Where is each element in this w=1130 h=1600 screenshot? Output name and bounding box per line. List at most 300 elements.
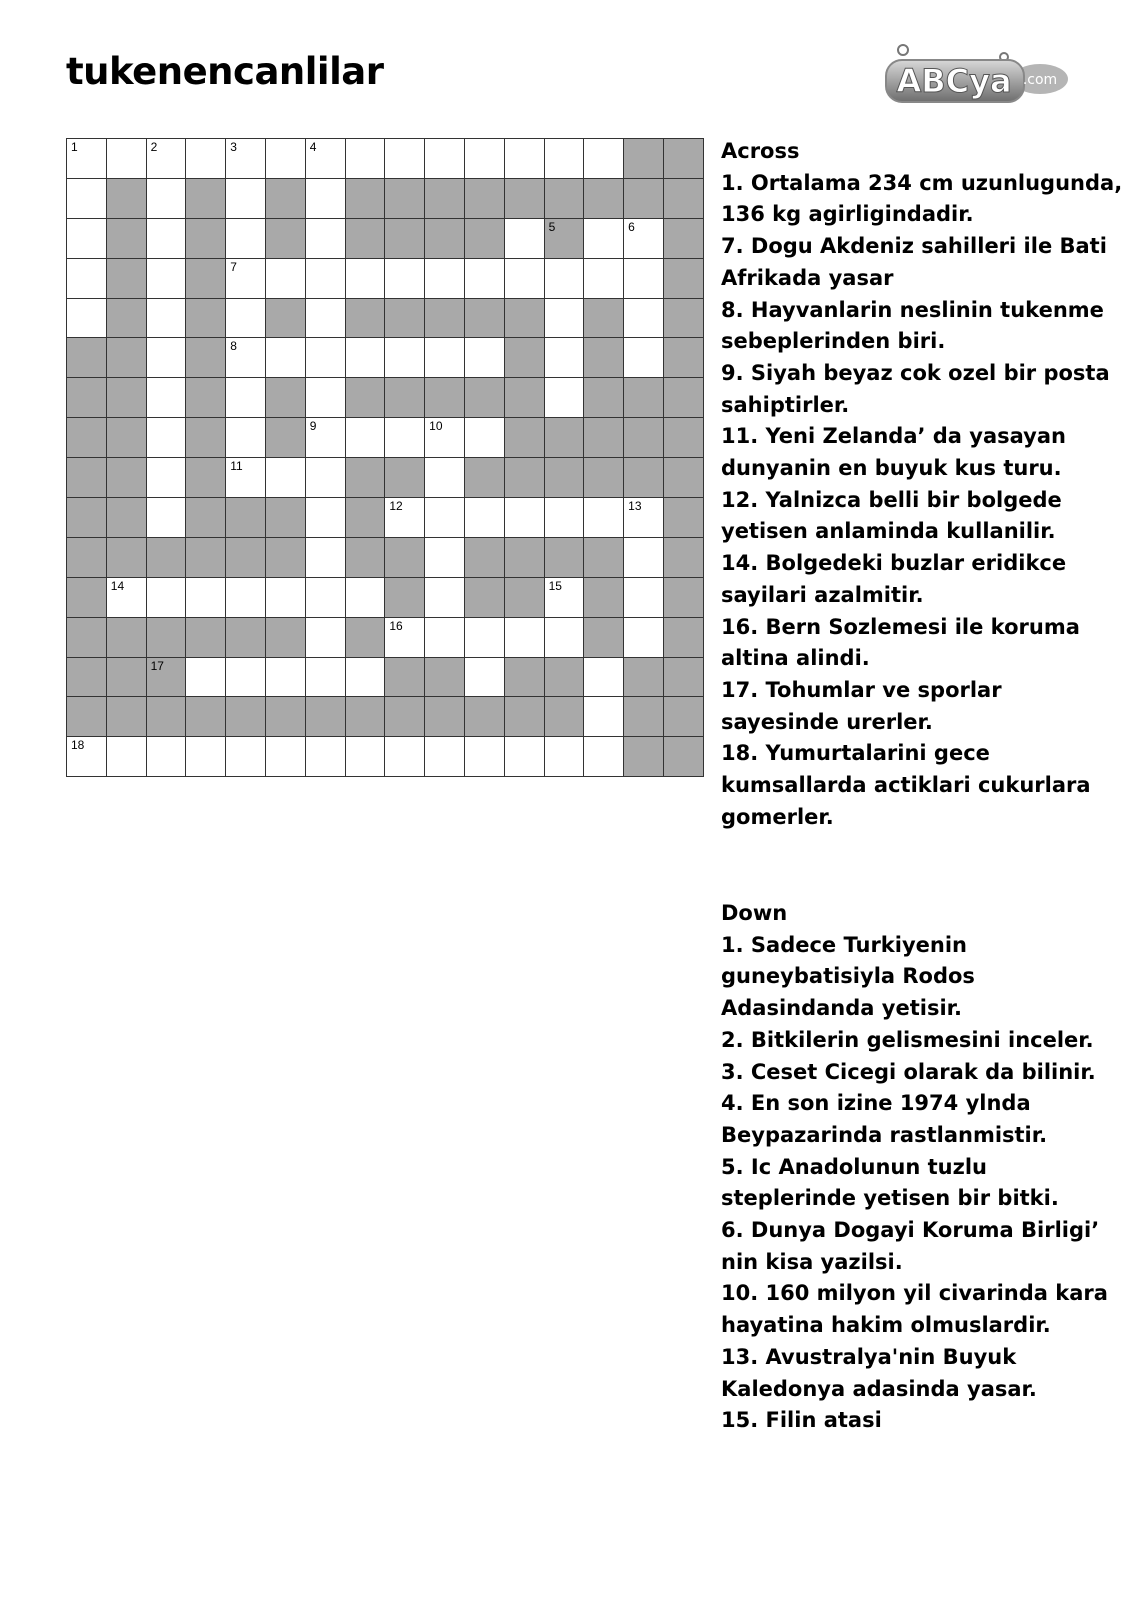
grid-cell-blocked	[67, 578, 107, 618]
grid-cell-blocked	[186, 338, 226, 378]
grid-cell[interactable]	[306, 418, 346, 458]
grid-cell[interactable]	[147, 259, 187, 299]
grid-cell[interactable]	[346, 338, 386, 378]
grid-cell[interactable]	[306, 737, 346, 777]
grid-cell-blocked	[624, 139, 664, 179]
grid-cell[interactable]	[186, 658, 226, 698]
grid-cell-blocked	[664, 538, 704, 578]
down-clue: 3. Ceset Cicegi olarak da bilinir.	[721, 1059, 1096, 1084]
clue-number: 8	[230, 339, 237, 354]
grid-cell-blocked	[425, 219, 465, 259]
grid-cell[interactable]	[226, 179, 266, 219]
grid-cell[interactable]	[545, 378, 585, 418]
crossword-grid	[66, 138, 704, 777]
grid-cell[interactable]	[266, 658, 306, 698]
grid-cell[interactable]	[306, 179, 346, 219]
grid-cell[interactable]	[385, 338, 425, 378]
across-clue: 9. Siyah beyaz cok ozel bir posta sahiptirler.	[721, 360, 1110, 417]
grid-cell[interactable]	[584, 139, 624, 179]
grid-cell-blocked	[624, 658, 664, 698]
grid-cell-blocked	[385, 378, 425, 418]
grid-cell-blocked	[465, 378, 505, 418]
grid-cell-blocked	[147, 538, 187, 578]
grid-cell[interactable]	[385, 139, 425, 179]
grid-cell-blocked	[664, 299, 704, 339]
down-clue: 15. Filin atasi	[721, 1408, 882, 1433]
grid-cell[interactable]	[346, 737, 386, 777]
grid-cell-blocked	[505, 179, 545, 219]
grid-cell[interactable]	[266, 737, 306, 777]
grid-cell[interactable]	[147, 338, 187, 378]
clue-number: 16	[389, 618, 403, 633]
grid-cell-blocked	[67, 338, 107, 378]
grid-cell[interactable]	[624, 578, 664, 618]
grid-cell[interactable]	[306, 259, 346, 299]
grid-cell[interactable]	[67, 299, 107, 339]
grid-cell-blocked	[505, 697, 545, 737]
down-clue: 10. 160 milyon yil civarinda kara hayatina hakim olmuslardir.	[721, 1281, 1108, 1338]
grid-cell[interactable]	[624, 219, 664, 259]
grid-cell-blocked	[186, 418, 226, 458]
grid-cell-blocked	[465, 458, 505, 498]
grid-cell-blocked	[266, 697, 306, 737]
grid-cell-blocked	[465, 219, 505, 259]
grid-cell[interactable]	[306, 578, 346, 618]
grid-cell[interactable]	[465, 498, 505, 538]
grid-cell[interactable]	[385, 498, 425, 538]
grid-cell-blocked	[425, 697, 465, 737]
down-clue: 2. Bitkilerin gelismesini inceler.	[721, 1027, 1094, 1052]
grid-cell-blocked	[385, 538, 425, 578]
grid-cell[interactable]	[425, 259, 465, 299]
grid-cell-blocked	[385, 697, 425, 737]
clue-number: 14	[110, 578, 125, 593]
svg-text:.com: .com	[1022, 72, 1058, 88]
grid-cell-blocked	[67, 418, 107, 458]
grid-cell[interactable]	[226, 378, 266, 418]
grid-cell-blocked	[67, 458, 107, 498]
grid-cell[interactable]	[425, 737, 465, 777]
across-clue: 16. Bern Sozlemesi ile koruma altina alindi.	[721, 614, 1080, 671]
grid-cell-blocked	[584, 618, 624, 658]
grid-cell[interactable]	[425, 458, 465, 498]
grid-cell-blocked	[306, 697, 346, 737]
grid-cell[interactable]	[624, 618, 664, 658]
grid-cell[interactable]	[425, 498, 465, 538]
grid-cell-blocked	[67, 618, 107, 658]
grid-cell-blocked	[346, 378, 386, 418]
grid-cell[interactable]	[186, 737, 226, 777]
clue-number: 5	[548, 219, 556, 234]
grid-cell-blocked	[186, 259, 226, 299]
grid-cell-blocked	[346, 618, 386, 658]
grid-cell-blocked	[67, 697, 107, 737]
grid-cell-blocked	[465, 179, 505, 219]
grid-cell-blocked	[425, 179, 465, 219]
grid-cell-blocked	[545, 418, 585, 458]
grid-cell[interactable]	[624, 299, 664, 339]
grid-cell[interactable]	[584, 259, 624, 299]
grid-cell[interactable]	[186, 139, 226, 179]
grid-cell-blocked	[584, 458, 624, 498]
grid-cell[interactable]	[107, 578, 147, 618]
across-clue: 18. Yumurtalarini gece kumsallarda actiklari cukurlara gomerler.	[721, 741, 1091, 829]
grid-cell-blocked	[266, 179, 306, 219]
grid-cell[interactable]	[465, 418, 505, 458]
grid-cell-blocked	[505, 658, 545, 698]
grid-cell[interactable]	[226, 578, 266, 618]
grid-cell[interactable]	[385, 618, 425, 658]
grid-cell[interactable]	[147, 578, 187, 618]
grid-cell[interactable]	[505, 259, 545, 299]
grid-cell-blocked	[505, 299, 545, 339]
grid-cell-blocked	[67, 498, 107, 538]
grid-cell-blocked	[545, 538, 585, 578]
grid-cell[interactable]	[226, 458, 266, 498]
grid-cell[interactable]	[624, 538, 664, 578]
grid-cell-blocked	[584, 378, 624, 418]
grid-cell-blocked	[584, 418, 624, 458]
svg-text:ABCya: ABCya	[896, 62, 1012, 100]
grid-cell-blocked	[107, 259, 147, 299]
grid-cell-blocked	[664, 737, 704, 777]
grid-cell[interactable]	[545, 498, 585, 538]
clue-number: 10	[429, 419, 443, 434]
grid-cell[interactable]	[306, 498, 346, 538]
grid-cell[interactable]	[306, 618, 346, 658]
grid-cell-blocked	[107, 618, 147, 658]
grid-cell-blocked	[107, 498, 147, 538]
grid-cell-blocked	[545, 458, 585, 498]
grid-cell[interactable]	[505, 219, 545, 259]
grid-cell-blocked	[465, 299, 505, 339]
grid-cell-blocked	[505, 418, 545, 458]
grid-cell[interactable]	[147, 418, 187, 458]
grid-cell[interactable]	[425, 578, 465, 618]
grid-cell[interactable]	[306, 338, 346, 378]
grid-cell[interactable]	[545, 338, 585, 378]
grid-cell[interactable]	[465, 658, 505, 698]
grid-cell-blocked	[584, 299, 624, 339]
grid-cell[interactable]	[306, 458, 346, 498]
clue-number: 17	[150, 658, 164, 673]
grid-cell[interactable]	[107, 737, 147, 777]
grid-cell[interactable]	[385, 418, 425, 458]
grid-cell-blocked	[385, 219, 425, 259]
grid-cell[interactable]	[306, 139, 346, 179]
grid-cell[interactable]	[505, 618, 545, 658]
down-clue: 5. Ic Anadolunun tuzlu steplerinde yetisen bir bitki.	[721, 1154, 1059, 1211]
down-clue: 4. En son izine 1974 ylnda Beypazarinda rastlanmistir.	[721, 1091, 1048, 1147]
grid-cell-blocked	[107, 418, 147, 458]
grid-cell-blocked	[425, 378, 465, 418]
grid-cell[interactable]	[346, 139, 386, 179]
grid-cell[interactable]	[385, 737, 425, 777]
grid-cell-blocked	[67, 538, 107, 578]
grid-cell-blocked	[107, 299, 147, 339]
abcya-logo	[884, 40, 1074, 112]
grid-cell-blocked	[107, 697, 147, 737]
grid-cell-blocked	[505, 378, 545, 418]
grid-cell-blocked	[346, 498, 386, 538]
grid-cell[interactable]	[465, 139, 505, 179]
grid-cell[interactable]	[584, 219, 624, 259]
grid-cell-blocked	[186, 299, 226, 339]
grid-cell-blocked	[107, 538, 147, 578]
grid-cell-blocked	[266, 498, 306, 538]
grid-cell-blocked	[266, 219, 306, 259]
clue-number: 11	[230, 459, 243, 474]
grid-cell-blocked	[266, 618, 306, 658]
grid-cell[interactable]	[306, 658, 346, 698]
grid-cell-blocked	[425, 299, 465, 339]
grid-cell-blocked	[67, 378, 107, 418]
grid-cell[interactable]	[346, 259, 386, 299]
grid-cell-blocked	[107, 219, 147, 259]
grid-cell[interactable]	[584, 737, 624, 777]
grid-cell-blocked	[664, 259, 704, 299]
grid-cell-blocked	[385, 299, 425, 339]
grid-cell-blocked	[505, 578, 545, 618]
grid-cell[interactable]	[266, 139, 306, 179]
page-title: tukenencanlilar	[66, 50, 384, 93]
grid-cell[interactable]	[147, 139, 187, 179]
grid-cell-blocked	[346, 179, 386, 219]
grid-cell-blocked	[624, 458, 664, 498]
grid-cell-blocked	[67, 658, 107, 698]
grid-cell-blocked	[385, 658, 425, 698]
grid-cell-blocked	[664, 338, 704, 378]
grid-cell-blocked	[266, 299, 306, 339]
across-clue: 14. Bolgedeki buzlar eridikce sayilari azalmitir.	[721, 551, 1067, 607]
grid-cell-blocked	[545, 219, 585, 259]
grid-cell[interactable]	[266, 338, 306, 378]
grid-cell-blocked	[624, 697, 664, 737]
grid-cell[interactable]	[624, 259, 664, 299]
grid-cell[interactable]	[465, 618, 505, 658]
grid-cell[interactable]	[226, 658, 266, 698]
grid-cell-blocked	[385, 458, 425, 498]
grid-cell-blocked	[346, 538, 386, 578]
across-clue: 1. Ortalama 234 cm uzunlugunda, 136 kg agirligindadir.	[721, 170, 1123, 227]
across-clue: 8. Hayvanlarin neslinin tukenme sebeplerinden biri.	[721, 297, 1104, 354]
down-clues	[721, 898, 1126, 1437]
clue-number: 9	[309, 419, 317, 434]
clue-number: 13	[628, 499, 642, 514]
grid-cell[interactable]	[226, 139, 266, 179]
grid-cell[interactable]	[67, 259, 107, 299]
grid-cell-blocked	[624, 179, 664, 219]
grid-cell-blocked	[584, 179, 624, 219]
clue-number: 18	[71, 738, 85, 753]
grid-cell-blocked	[107, 458, 147, 498]
grid-cell[interactable]	[425, 418, 465, 458]
grid-cell-blocked	[147, 697, 187, 737]
grid-cell[interactable]	[67, 737, 107, 777]
clue-number: 4	[309, 140, 317, 154]
grid-cell[interactable]	[147, 378, 187, 418]
down-heading: Down	[721, 901, 788, 925]
grid-cell[interactable]	[67, 179, 107, 219]
grid-cell-blocked	[186, 618, 226, 658]
across-clue: 7. Dogu Akdeniz sahilleri ile Bati Afrikada yasar	[721, 234, 1107, 290]
grid-cell[interactable]	[545, 139, 585, 179]
grid-cell-blocked	[226, 697, 266, 737]
grid-cell-blocked	[266, 538, 306, 578]
grid-cell-blocked	[107, 338, 147, 378]
grid-cell[interactable]	[346, 578, 386, 618]
grid-cell[interactable]	[545, 259, 585, 299]
grid-cell-blocked	[186, 179, 226, 219]
grid-cell[interactable]	[385, 259, 425, 299]
grid-cell-blocked	[624, 737, 664, 777]
grid-cell[interactable]	[584, 697, 624, 737]
clue-number: 1	[71, 140, 78, 154]
grid-cell-blocked	[664, 378, 704, 418]
grid-cell-blocked	[545, 179, 585, 219]
grid-cell[interactable]	[425, 538, 465, 578]
grid-cell-blocked	[186, 378, 226, 418]
grid-cell-blocked	[266, 418, 306, 458]
across-clue: 11. Yeni Zelanda’ da yasayan dunyanin en buyuk kus turu.	[721, 424, 1066, 481]
grid-cell-blocked	[107, 378, 147, 418]
grid-cell-blocked	[465, 578, 505, 618]
grid-cell[interactable]	[306, 299, 346, 339]
grid-cell[interactable]	[147, 219, 187, 259]
across-clue: 17. Tohumlar ve sporlar sayesinde urerler.	[721, 677, 1002, 734]
across-clue: 12. Yalnizca belli bir bolgede yetisen anlaminda kullanilir.	[721, 487, 1062, 544]
across-heading: Across	[721, 139, 800, 163]
clue-number: 15	[548, 578, 562, 593]
grid-cell-blocked	[584, 578, 624, 618]
grid-cell[interactable]	[465, 338, 505, 378]
grid-cell[interactable]	[624, 498, 664, 538]
grid-cell[interactable]	[226, 737, 266, 777]
grid-cell-blocked	[624, 378, 664, 418]
across-clues	[721, 136, 1126, 833]
grid-cell-blocked	[505, 338, 545, 378]
grid-cell-blocked	[346, 299, 386, 339]
grid-cell[interactable]	[147, 179, 187, 219]
grid-cell[interactable]	[226, 259, 266, 299]
grid-cell[interactable]	[266, 578, 306, 618]
grid-cell[interactable]	[107, 139, 147, 179]
clue-number: 7	[230, 259, 237, 274]
grid-cell-blocked	[545, 658, 585, 698]
grid-cell-blocked	[664, 418, 704, 458]
grid-cell-blocked	[664, 658, 704, 698]
grid-cell[interactable]	[266, 259, 306, 299]
grid-cell[interactable]	[584, 498, 624, 538]
grid-cell-blocked	[425, 658, 465, 698]
grid-cell[interactable]	[425, 338, 465, 378]
grid-cell[interactable]	[545, 299, 585, 339]
grid-cell[interactable]	[465, 259, 505, 299]
grid-cell[interactable]	[266, 458, 306, 498]
grid-cell-blocked	[186, 498, 226, 538]
grid-cell-blocked	[505, 538, 545, 578]
grid-cell-blocked	[226, 538, 266, 578]
grid-cell[interactable]	[306, 538, 346, 578]
grid-cell-blocked	[186, 219, 226, 259]
grid-cell-blocked	[147, 658, 187, 698]
grid-cell-blocked	[584, 538, 624, 578]
grid-cell-blocked	[664, 578, 704, 618]
grid-cell[interactable]	[186, 578, 226, 618]
grid-cell-blocked	[664, 179, 704, 219]
grid-cell[interactable]	[147, 498, 187, 538]
grid-cell[interactable]	[505, 498, 545, 538]
grid-cell[interactable]	[226, 219, 266, 259]
grid-cell-blocked	[186, 538, 226, 578]
grid-cell-blocked	[346, 458, 386, 498]
grid-cell-blocked	[147, 618, 187, 658]
grid-cell[interactable]	[306, 219, 346, 259]
grid-cell[interactable]	[67, 139, 107, 179]
grid-cell[interactable]	[226, 338, 266, 378]
grid-cell-blocked	[664, 618, 704, 658]
grid-cell[interactable]	[624, 338, 664, 378]
grid-cell[interactable]	[545, 737, 585, 777]
down-clue: 1. Sadece Turkiyenin guneybatisiyla Rodos Adasindanda yetisir.	[721, 932, 975, 1021]
grid-cell[interactable]	[465, 737, 505, 777]
down-clue: 13. Avustralya'nin Buyuk Kaledonya adasinda yasar.	[721, 1344, 1037, 1401]
grid-cell[interactable]	[306, 378, 346, 418]
grid-cell[interactable]	[346, 418, 386, 458]
grid-cell-blocked	[266, 378, 306, 418]
clue-number: 2	[150, 140, 158, 154]
grid-cell-blocked	[385, 179, 425, 219]
grid-cell-blocked	[107, 179, 147, 219]
grid-cell-blocked	[584, 338, 624, 378]
grid-cell-blocked	[346, 219, 386, 259]
grid-cell[interactable]	[346, 658, 386, 698]
grid-cell[interactable]	[505, 737, 545, 777]
grid-cell-blocked	[186, 458, 226, 498]
grid-cell[interactable]	[147, 299, 187, 339]
grid-cell-blocked	[664, 458, 704, 498]
grid-cell-blocked	[545, 697, 585, 737]
clue-number: 12	[389, 499, 403, 514]
grid-cell-blocked	[505, 458, 545, 498]
grid-cell[interactable]	[505, 139, 545, 179]
grid-cell[interactable]	[545, 618, 585, 658]
down-clue: 6. Dunya Dogayi Koruma Birligi’ nin kisa yazilsi.	[721, 1218, 1100, 1274]
grid-cell-blocked	[465, 538, 505, 578]
clue-number: 3	[230, 140, 237, 154]
grid-cell-blocked	[664, 219, 704, 259]
grid-cell-blocked	[624, 418, 664, 458]
grid-cell-blocked	[465, 697, 505, 737]
grid-cell[interactable]	[67, 219, 107, 259]
grid-cell[interactable]	[425, 139, 465, 179]
grid-cell-blocked	[226, 618, 266, 658]
grid-cell-blocked	[226, 498, 266, 538]
grid-cell-blocked	[346, 697, 386, 737]
grid-cell-blocked	[385, 578, 425, 618]
grid-cell-blocked	[664, 498, 704, 538]
grid-cell[interactable]	[147, 458, 187, 498]
grid-cell[interactable]	[147, 737, 187, 777]
grid-cell-blocked	[107, 658, 147, 698]
clue-number: 6	[628, 219, 635, 234]
grid-cell[interactable]	[545, 578, 585, 618]
grid-cell[interactable]	[226, 299, 266, 339]
grid-cell[interactable]	[425, 618, 465, 658]
grid-cell[interactable]	[226, 418, 266, 458]
grid-cell[interactable]	[584, 658, 624, 698]
grid-cell-blocked	[664, 139, 704, 179]
